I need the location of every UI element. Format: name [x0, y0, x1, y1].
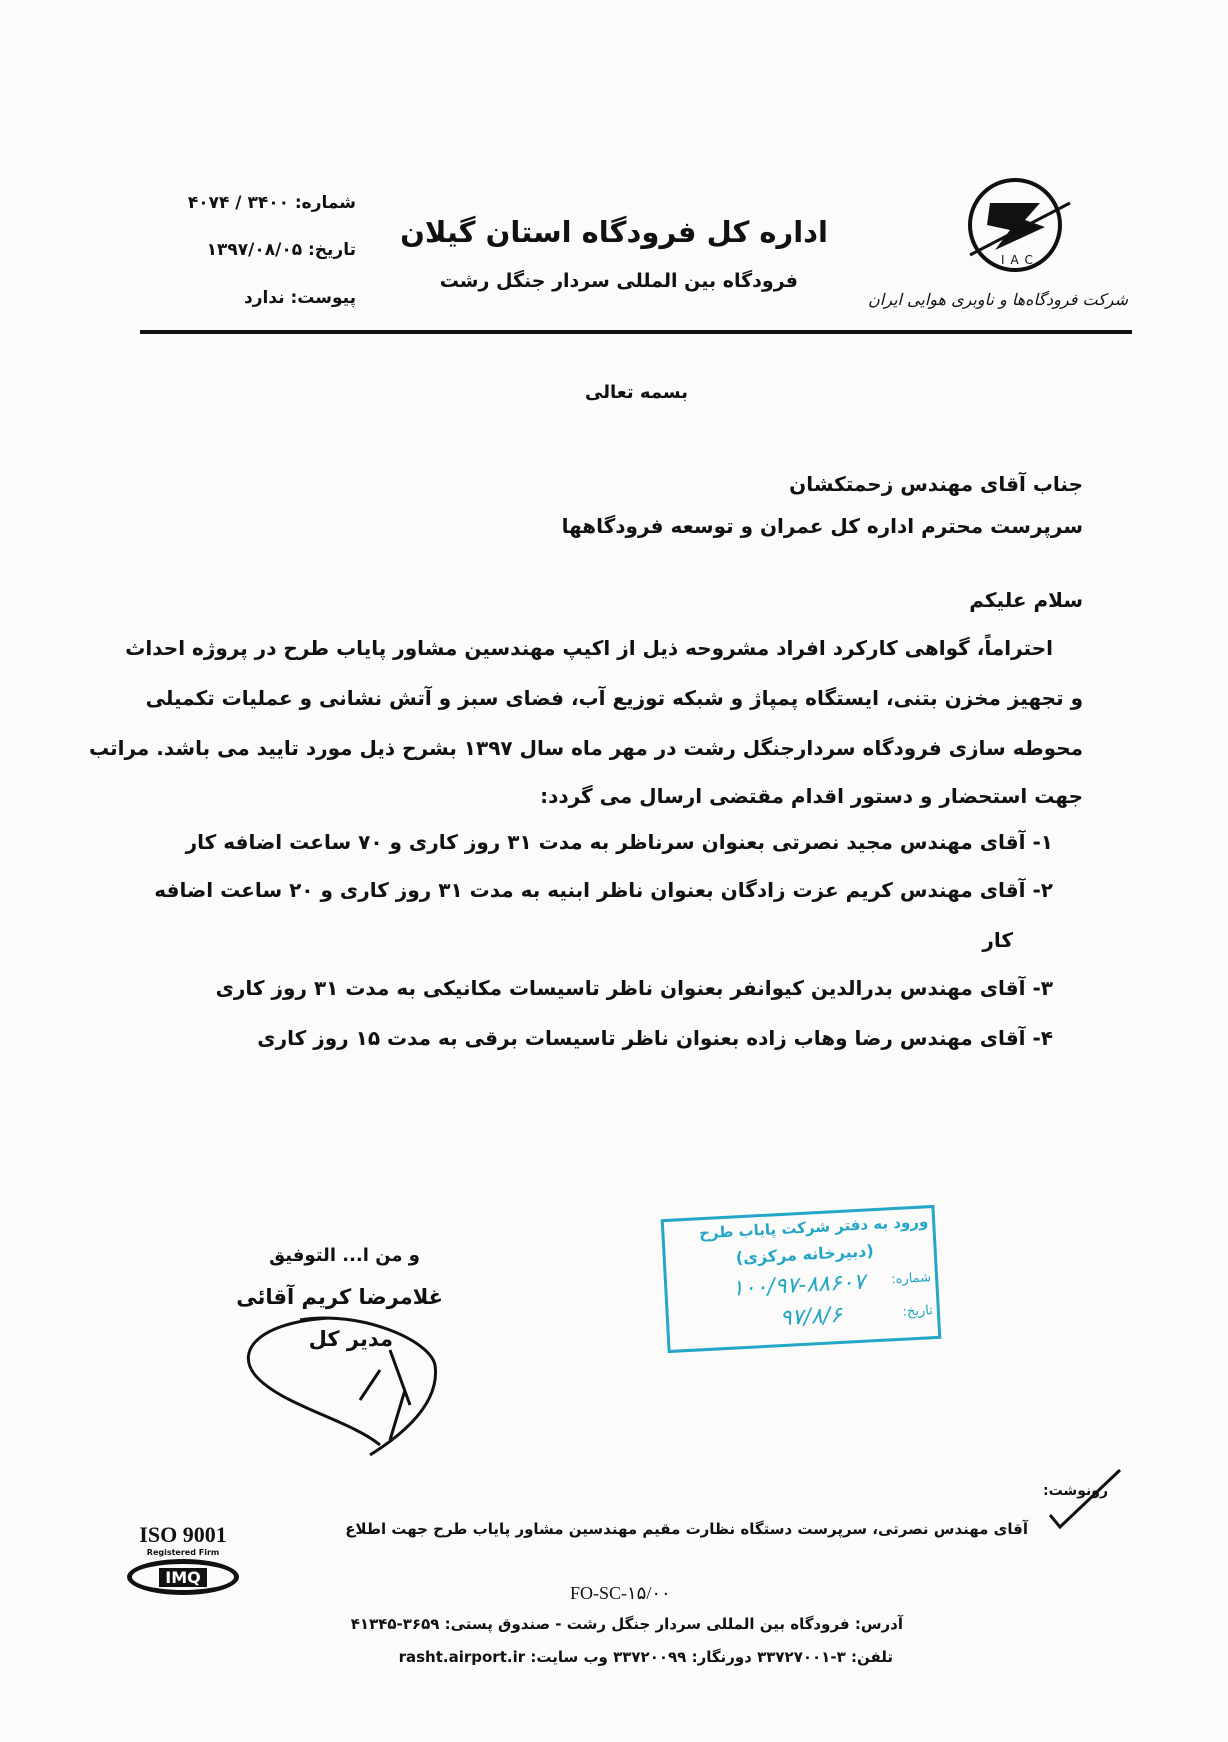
- imq-brand: IMQ: [159, 1568, 206, 1587]
- form-code: FO-SC-۱۵/۰۰: [570, 1583, 671, 1603]
- number-label: شماره:: [294, 193, 356, 213]
- stamp-date-label: تاریخ:: [902, 1303, 934, 1320]
- cc-check-mark: [1045, 1465, 1125, 1535]
- paragraph-line: جهت استحضار و دستور اقدام مقتضی ارسال می گردد:: [540, 784, 1083, 808]
- list-item: ۱- آقای مهندس مجید نصرتی بعنوان سرناظر به مدت ۳۱ روز کاری و ۷۰ ساعت اضافه کار: [185, 830, 1053, 854]
- date-value: ۱۳۹۷/۰۸/۰۵: [206, 240, 303, 260]
- letter-number: [188, 193, 356, 213]
- footer-address: آدرس: فرودگاه بین المللی سردار جنگل رشت - صندوق پستی: ۳۶۵۹-۴۱۳۴۵: [350, 1615, 903, 1633]
- airport-company-emblem-icon: [965, 175, 1075, 285]
- received-stamp: [661, 1205, 942, 1353]
- paragraph-line: و تجهیز مخزن بتنی، ایستگاه پمپاژ و شبکه توزیع آب، فضای سبز و آتش نشانی و عملیات تکمیلی: [145, 686, 1083, 710]
- cc-label: رونوشت:: [1043, 1483, 1108, 1499]
- attachment-value: ندارد: [244, 288, 285, 308]
- cc-line: آقای مهندس نصرتی، سرپرست دستگاه نظارت مقیم مهندسین مشاور پایاب طرح جهت اطلاع: [345, 1520, 1028, 1538]
- stamp-date-value: ۹۷/۸/۶: [779, 1302, 843, 1332]
- letterhead-subtitle: فرودگاه بین المللی سردار جنگل رشت: [439, 270, 798, 292]
- iso-certification-logo: [118, 1522, 248, 1595]
- recipient-title: سرپرست محترم اداره کل عمران و توسعه فرودگاهها: [561, 514, 1083, 538]
- signatory-name: غلامرضا کریم آقائی: [236, 1285, 443, 1309]
- iso-title: ISO 9001: [139, 1522, 227, 1547]
- date-label: تاریخ:: [308, 240, 356, 260]
- stamp-number-label: شماره:: [890, 1270, 932, 1288]
- imq-badge: [127, 1559, 239, 1595]
- signatory-position: مدیر کل: [308, 1327, 393, 1351]
- list-item: ۴- آقای مهندس رضا وهاب زاده بعنوان ناظر تاسیسات برقی به مدت ۱۵ روز کاری: [257, 1026, 1053, 1050]
- footer-contact: تلفن: ۳-۳۳۷۲۷۰۰۱ دورنگار: ۳۳۷۲۰۰۹۹ وب سایت: rasht.airport.ir: [398, 1648, 893, 1666]
- organization-logo: [965, 175, 1075, 285]
- iso-registered: Registered Firm: [146, 1548, 220, 1557]
- number-value: ۳۴۰۰ / ۴۰۷۴: [187, 193, 289, 213]
- stamp-number-value: ۱۰۰/۹۷-۸۸۶۰۷: [731, 1269, 866, 1302]
- stamp-line-1: ورود به دفتر شرکت پایاب طرح: [698, 1212, 929, 1243]
- letter-date: [207, 240, 356, 260]
- paragraph-line: احتراماً، گواهی کارکرد افراد مشروحه ذیل از اکیپ مهندسین مشاور پایاب طرح در پروژه احداث: [125, 636, 1053, 660]
- header-divider: [140, 330, 1132, 334]
- closing: و من ا... التوفیق: [269, 1245, 420, 1266]
- letter-attachment: [244, 288, 356, 308]
- stamp-line-2: (دبیرخانه مرکزی): [735, 1241, 875, 1268]
- recipient-name: جناب آقای مهندس زحمتکشان: [789, 472, 1083, 496]
- organization-name: شرکت فرودگاه‌ها و ناوبری هوایی ایران: [868, 290, 1128, 309]
- basmala: بسمه تعالی: [585, 382, 688, 403]
- greeting: سلام علیکم: [969, 588, 1083, 612]
- list-item: ۲- آقای مهندس کریم عزت زادگان بعنوان ناظر ابنیه به مدت ۳۱ روز کاری و ۲۰ ساعت اضافه: [154, 878, 1053, 902]
- letterhead-title: اداره کل فرودگاه استان گیلان: [400, 215, 828, 249]
- handwritten-signature: [240, 1310, 470, 1460]
- list-item: ۳- آقای مهندس بدرالدین کیوانفر بعنوان ناظر تاسیسات مکانیکی به مدت ۳۱ روز کاری: [215, 976, 1053, 1000]
- paragraph-line: محوطه سازی فرودگاه سردارجنگل رشت در مهر ماه سال ۱۳۹۷ بشرح ذیل مورد تایید می باشد. مراتب: [88, 736, 1083, 760]
- attachment-label: پیوست:: [290, 288, 356, 308]
- logo-letters: IAC: [1001, 253, 1039, 267]
- list-item: کار: [982, 928, 1013, 952]
